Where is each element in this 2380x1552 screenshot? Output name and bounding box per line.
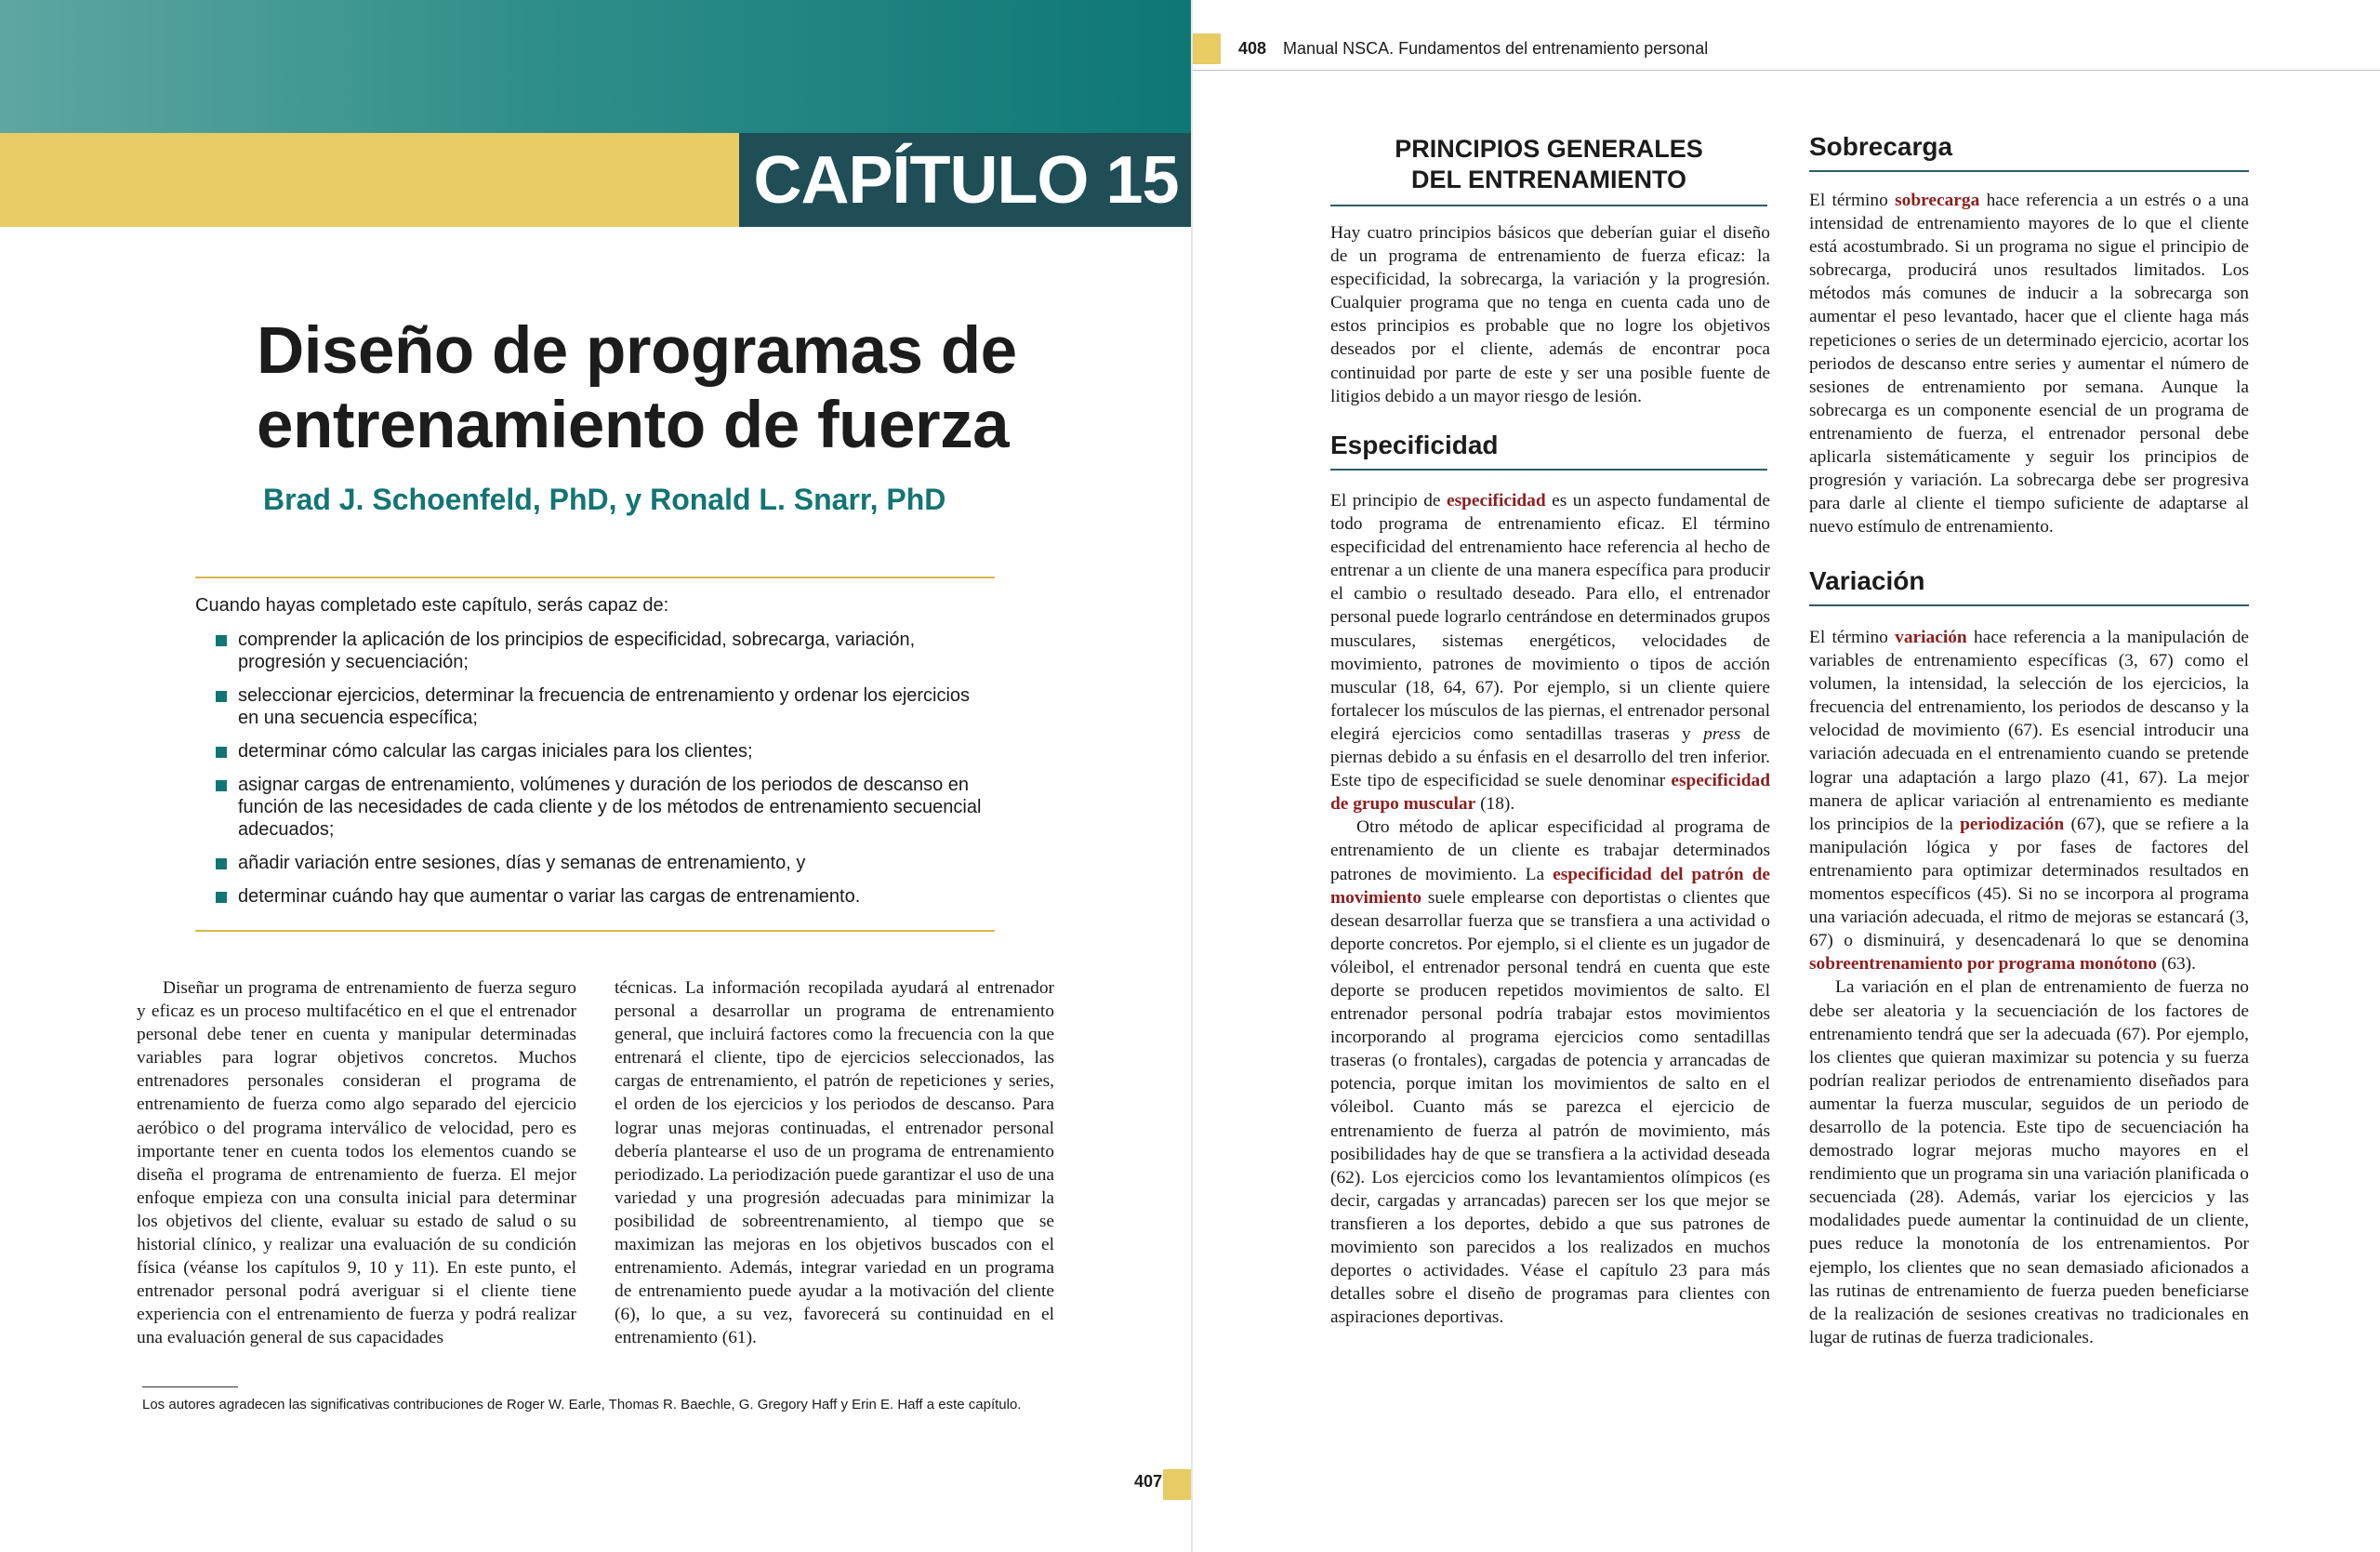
- objective-item: determinar cuándo hay que aumentar o variar las cargas de entrenamiento.: [216, 885, 993, 908]
- intro-column-2: [615, 976, 1054, 1350]
- square-bullet-icon: [216, 780, 227, 791]
- running-title: Manual NSCA. Fundamentos del entrenamiento personal: [1283, 39, 1709, 58]
- keyword: variación: [1895, 628, 1967, 647]
- keyword: especificidad: [1447, 491, 1546, 511]
- principles-heading: PRINCIPIOS GENERALES DEL ENTRENAMIENTO: [1395, 135, 1703, 193]
- variacion-heading: Variación: [1809, 566, 1925, 595]
- page-number-right: 408: [1238, 39, 1267, 58]
- authors: Brad J. Schoenfeld, PhD, y Ronald L. Snarr, PhD: [263, 483, 946, 516]
- sobrecarga-heading-rule: [1809, 170, 2249, 172]
- running-head: [1238, 39, 1708, 59]
- square-bullet-icon: [216, 858, 227, 869]
- principles-paragraph: Hay cuatro principios básicos que deberían guiar el diseño de un programa de entrenamiento de fuerza eficaz: la especificidad, la sobrecarga, la variación y la progresión. Cualquier programa que no tenga en cuenta cada uno de estos principios es probable que no logre los objetivos deseados por el cliente, además de encontrar poca continuidad por parte de este y ser una posible fuente de litigios debido a un mayor riesgo de lesión.: [1330, 223, 1770, 406]
- variacion-heading-rule: [1809, 604, 2249, 606]
- page-number-left: 407: [1133, 1472, 1162, 1491]
- objective-item: seleccionar ejercicios, determinar la frecuencia de entrenamiento y ordenar los ejercicios en una secuencia específica;: [216, 684, 993, 729]
- especificidad-paragraph-2: Otro método de aplicar especificidad al programa de entrenamiento de un cliente es trabajar determinados patrones de movimiento. La especificidad del patrón de movimiento suele emplearse con deportistas o clientes que desean desarrollar fuerza que se transfiera a una actividad o deporte concretos. Por ejemplo, si el cliente es un jugador de vóleibol, el entrenador personal tendrá en cuenta que este deporte se producen repetidos movimientos de salto. El entrenador personal podría trabajar estos movimientos incorporando al programa ejercicios como sentadillas traseras (o frontales), cargadas de potencia y arrancadas de potencia, porque imitan los movimientos de salto en el vóleibol. Cuanto más se parezca el ejercicio de entrenamiento de fuerza al patrón de movimiento, más posibilidades hay de que se transfiera a la actividad deseada (62). Los ejercicios como los levantamientos olímpicos (es decir, cargadas y arrancadas) parecen ser los que mejor se transfieren a los deportes, debido a que sus patrones de movimiento son parecidos a los realizados en muchos deportes o actividades. Véase el capítulo 23 para más detalles sobre el diseño de programas para clientes con aspiraciones deportivas.: [1330, 817, 1770, 1328]
- footnote-rule: [142, 1386, 238, 1387]
- footnote: Los autores agradecen las significativas contribuciones de Roger W. Earle, Thomas R. Baechle, G. Gregory Haff y Erin E. Haff a este capítulo.: [142, 1397, 1022, 1413]
- especificidad-column: [1330, 489, 1770, 1329]
- objectives-intro: Cuando hayas completado este capítulo, serás capaz de:: [195, 595, 669, 616]
- square-bullet-icon: [216, 892, 227, 903]
- objective-item: determinar cómo calcular las cargas iniciales para los clientes;: [216, 740, 993, 763]
- chapter-title: [257, 314, 1019, 463]
- especificidad-heading: Especificidad: [1330, 431, 1499, 459]
- especificidad-paragraph-1: El principio de especificidad es un aspecto fundamental de todo programa de entrenamiento eficaz. El término especificidad del entrenamiento hace referencia al hecho de entrenar a un cliente de una manera específica para producir el cambio o resultado deseado. Para ello, el entrenador personal puede lograrlo centrándose en determinados grupos musculares, sistemas energéticos, velocidades de movimiento, patrones de movimiento o tipos de acción muscular (18, 64, 67). Por ejemplo, si un cliente quiere fortalecer los músculos de las piernas, el entrenador personal elegirá ejercicios como sentadillas traseras y press de piernas debido a su énfasis en el desarrollo del tren inferior. Este tipo de especificidad se suele denominar especificidad de grupo muscular (18).: [1330, 491, 1770, 815]
- variacion-column: [1809, 626, 2249, 1349]
- intro-paragraph-1: Diseñar un programa de entrenamiento de fuerza seguro y eficaz es un proceso multifacético en el que el entrenador personal debe tener en cuenta y manipular determinadas variables para lograr objetivos concretos. Muchos entrenadores personales consideran el programa de entrenamiento de fuerza como algo separado del ejercicio aeróbico o del programa interválico de velocidad, pero es importante tener en cuenta todos los elementos cuando se diseña el programa de entrenamiento de fuerza. El mejor enfoque empieza con una consulta inicial para determinar los objetivos del cliente, evaluar su estado de salud o su historial clínico, y realizar una evaluación de su condición física (véanse los capítulos 9, 10 y 11). En este punto, el entrenador personal podrá averiguar si el cliente tiene experiencia con el entrenamiento de fuerza y podrá realizar una evaluación general de sus capacidades: [137, 978, 576, 1348]
- principles-heading-rule: [1330, 205, 1767, 206]
- folio-marker-left: [1163, 1469, 1193, 1500]
- objective-item: comprender la aplicación de los principios de especificidad, sobrecarga, variación, progresión y secuenciación;: [216, 629, 993, 673]
- sobrecarga-heading: Sobrecarga: [1809, 132, 1953, 161]
- variacion-paragraph-1: El término variación hace referencia a la manipulación de variables de entrenamiento específicas (3, 67) como el volumen, la intensidad, la selección de los ejercicios, la frecuencia del entrenamiento, los periodos de descanso y la velocidad de movimiento (67). Es esencial introducir una variación adecuada en el entrenamiento cuando se pretende lograr una adaptación a largo plazo (41, 67). La mejor manera de aplicar variación al entrenamiento es mediante los principios de la periodización (67), que se refiere a la manipulación lógica y por fases de factores del entrenamiento para optimizar determinados resultados en momentos específicos (45). Si no se incorpora al programa una variación adecuada, el ritmo de mejoras se estancará (3, 67) o disminuirá, y desencadenará lo que se denomina sobreentrenamiento por programa monótono (63).: [1809, 628, 2249, 975]
- sobrecarga-column: [1809, 189, 2249, 538]
- chapter-title-line2: entrenamiento de fuerza: [257, 389, 1010, 462]
- keyword: especificidad del patrón de movimiento: [1330, 864, 1770, 908]
- objectives-list: [216, 629, 993, 919]
- objective-item: añadir variación entre sesiones, días y semanas de entrenamiento, y: [216, 852, 993, 874]
- keyword: sobreentrenamiento por programa monótono: [1809, 954, 2157, 975]
- header-teal-band: [0, 0, 1193, 133]
- chapter-label: CAPÍTULO 15: [739, 133, 1193, 227]
- objectives-bottom-rule: [195, 930, 995, 932]
- principles-column: [1330, 221, 1770, 408]
- square-bullet-icon: [216, 747, 227, 758]
- header-gold-band: [0, 133, 739, 227]
- book-spine: [1191, 0, 1193, 1552]
- variacion-paragraph-2: La variación en el plan de entrenamiento de fuerza no debe ser aleatoria y la secuenciación de los factores de entrenamiento tendrá que ser la adecuada (67). Por ejemplo, los clientes que quieran maximizar su potencia y su fuerza podrían realizar periodos de entrenamiento diseñados para aumentar la fuerza muscular, seguidos de un periodo de desarrollo de la potencia. Este tipo de secuenciación ha demostrado lograr mejoras mucho mayores en el rendimiento que un programa sin una variación planificada o secuenciada (28). Además, variar los ejercicios y las modalidades puede aumentar la continuidad de un cliente, pues reduce la monotonía de los entrenamientos. Por ejemplo, los clientes que no sean demasiado aficionados a las rutinas de entrenamiento de fuerza pueden beneficiarse de la realización de sesiones creativas no tradicionales en lugar de rutinas de fuerza tradicionales.: [1809, 977, 2249, 1347]
- keyword: sobrecarga: [1895, 191, 1980, 210]
- objectives-top-rule: [195, 577, 995, 578]
- running-head-rule: [1193, 70, 2380, 71]
- intro-paragraph-2: técnicas. La información recopilada ayudará al entrenador personal a desarrollar un programa de entrenamiento general, que incluirá factores como la frecuencia con la que entrenará el cliente, tipo de ejercicios seleccionados, las cargas de entrenamiento, el patrón de repeticiones y series, el orden de los ejercicios y los periodos de descanso. Para lograr unas mejoras continuadas, el entrenador personal debería plantearse el uso de un programa de entrenamiento periodizado. La periodización puede garantizar el uso de una variedad y una progresión adecuadas para minimizar la posibilidad de sobreentrenamiento, al tiempo que se maximizan las mejoras en los objetivos buscados con el entrenamiento. Además, integrar variedad en un programa de entrenamiento puede ayudar a la motivación del cliente (6), lo que, a su vez, favorecerá su continuidad en el entrenamiento (61).: [615, 978, 1054, 1348]
- chapter-title-line1: Diseño de programas de: [257, 314, 1017, 388]
- objective-item: asignar cargas de entrenamiento, volúmenes y duración de los periodos de descanso en función de las necesidades de cada cliente y de los métodos de entrenamiento secuencial adecuados;: [216, 774, 993, 841]
- keyword: especificidad de grupo muscular: [1330, 771, 1770, 815]
- keyword: periodización: [1960, 814, 2065, 834]
- folio-marker-right: [1193, 33, 1221, 64]
- intro-column-1: [137, 976, 576, 1350]
- square-bullet-icon: [216, 635, 227, 646]
- sobrecarga-paragraph: El término sobrecarga hace referencia a un estrés o a una intensidad de entrenamiento mayores de lo que el cliente está acostumbrado. Si un programa no sigue el principio de sobrecarga, producirá unos resultados limitados. Los métodos más comunes de inducir a la sobrecarga son aumentar el peso levantado, hacer que el cliente haga más repeticiones o series de un determinado ejercicio, acortar los periodos de descanso entre series y aumentar el número de sesiones de entrenamiento por semana. Aunque la sobrecarga es un componente esencial de un programa de entrenamiento de fuerza, el entrenador personal debe aplicarla sistemáticamente y seguir los principios de progresión y variación. La sobrecarga debe ser progresiva para darle al cliente el tiempo suficiente de adaptarse al nuevo estímulo de entrenamiento.: [1809, 191, 2249, 537]
- square-bullet-icon: [216, 691, 227, 702]
- especificidad-heading-rule: [1330, 469, 1767, 471]
